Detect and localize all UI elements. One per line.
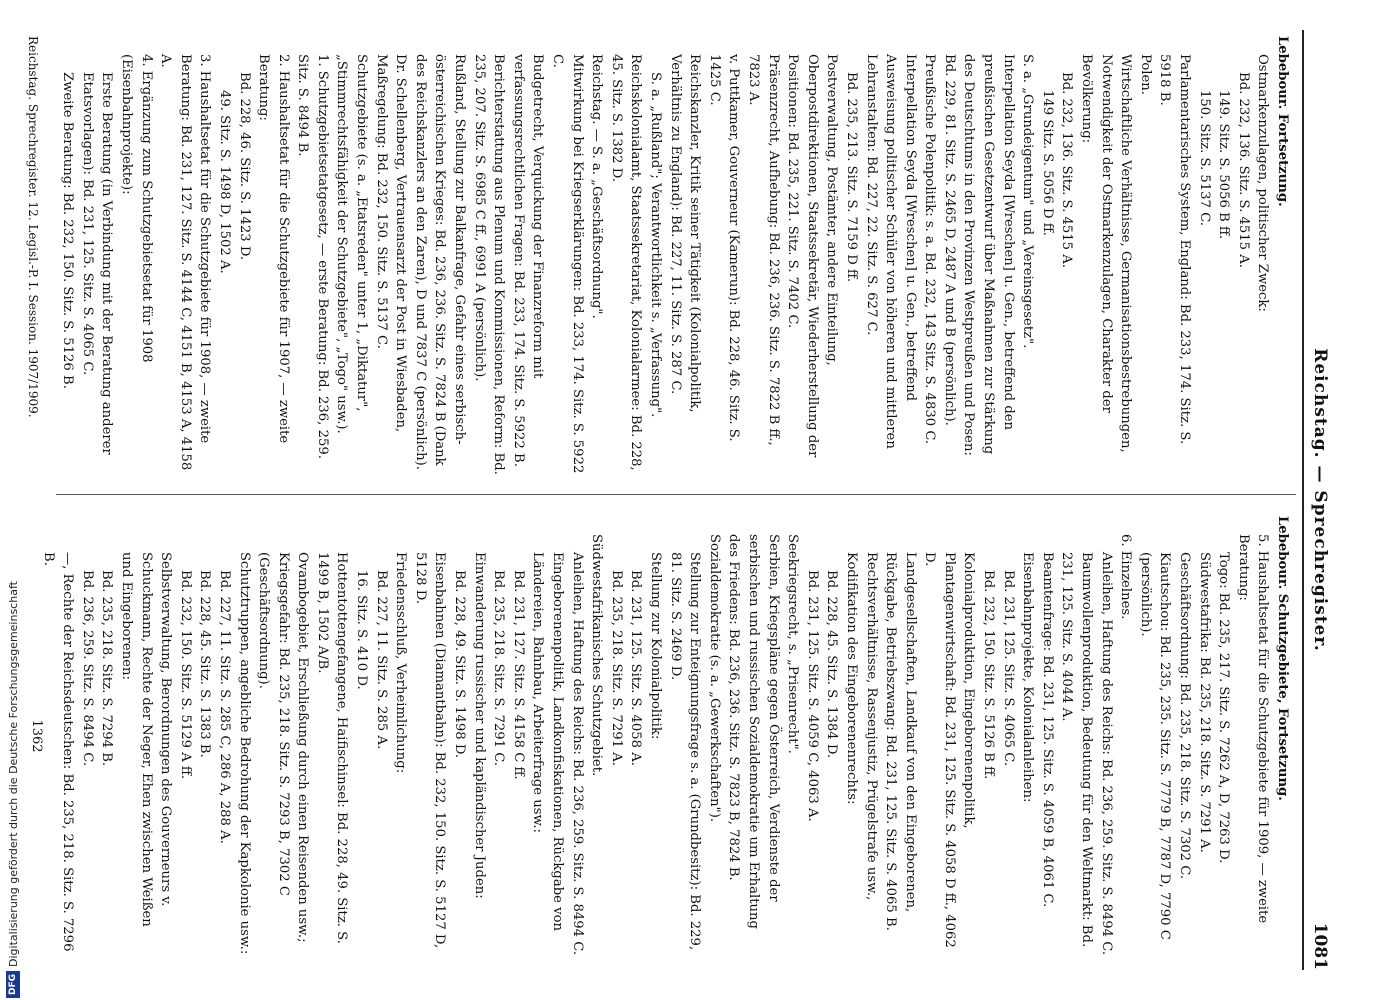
register-entry: Bd. 227, 11. Sitz. S. 285 A.: [373, 570, 389, 750]
register-entry: Erste Beratung (in Verbindung mit der Beratung anderer Etatsvorlagen): Bd. 231, 125. Sitz. S. 4065 C.: [79, 72, 115, 455]
register-entry: Stellung zur Kolonialpolitik:: [648, 552, 663, 740]
register-entry: S. a. „Rußland"; Verantwortlichkeit s. „Verfassung".: [648, 72, 663, 418]
register-entry: Einwanderung russischer und kapländischer Juden:: [471, 552, 487, 899]
register-entry: Sozialdemokratie (s. a. „Gewerkschaften").: [706, 534, 722, 823]
rotated-register-page: [0, 10, 1340, 990]
register-entry: v. Puttkamer, Gouverneur (Kamerun): Bd. 228, 46. Sitz. S. 1425 C.: [706, 54, 742, 442]
running-title: Reichstag. — Sprechregister.: [1310, 348, 1330, 652]
register-entry: 3. Haushaltsetat für die Schutzgebiete für 1908, — zweite Beratung: Bd. 231, 127. Sitz. S. 4144 C, 4151 B, 4153 A, 4158 A.: [158, 54, 213, 471]
register-entry: Bd. 235, 213. Sitz. S. 7159 D ff.: [843, 72, 859, 283]
register-entry: Bd. 232, 136. Sitz. S. 4515 A.: [1235, 72, 1251, 268]
register-entry: Bd. 228, 45. Sitz. S. 1383 B.: [197, 570, 213, 758]
register-entry: Serbien, Kriegspläne gegen Österreich, Verdienste der serbischen und russischen Sozialdemokratie um Erhaltung des Friedens: Bd. 236, 236. Sitz. S. 7823 B, 7824 B.: [726, 534, 781, 929]
register-entry: Reichstag. — S. a. „Geschäftsordnung".: [589, 54, 605, 319]
register-entry: Bd. 227, 11. Sitz. S. 285 C, 286 A, 288 A.: [216, 570, 232, 844]
register-entry: Beamtenfrage: Bd. 231, 125. Sitz. S. 4059 B, 4061 C.: [1039, 552, 1055, 908]
register-entry: Lebebour. Fortsetzung.: [1275, 36, 1290, 207]
footer-page-number: 1362: [29, 719, 44, 753]
footer-source: Reichstag. Sprechregister. 12. Legisl.-P. I. Session. 1907/1909.: [26, 36, 40, 418]
register-entry: Baumwollenproduktion, Bedeutung für den Weltmarkt: Bd. 231, 125. Sitz. S. 4044 A.: [1059, 552, 1095, 948]
register-entry: 6. Einzelnes.: [1118, 534, 1134, 620]
register-entry: Bd. 228, 46. Sitz. S. 1423 D.: [236, 72, 252, 261]
register-entry: S. a. „Grundeigentum" und „Vereinsgesetz".: [1020, 54, 1036, 349]
register-entry: Bd. 235, 218. Sitz. S. 7294 B.: [99, 570, 115, 767]
register-entry: Reichskanzler, Kritik seiner Tätigkeit (Kolonialpolitik, Verhältnis zu England): Bd. 227, 11. Sitz. S. 287 C.: [667, 54, 703, 413]
credit-text: Digitalisierung gefördert durch die Deutsche Forschungsgemeinschaft: [6, 581, 20, 967]
register-entry: Bd. 235, 218. Sitz. S. 7291 A.: [608, 570, 624, 766]
left-column: [58, 36, 1292, 476]
register-entry: 149. Sitz. S. 5056 B ff.: [1216, 90, 1232, 240]
register-entry: Anleihen, Haftung des Reichs: Bd. 236, 259. Sitz. S. 8494 C.: [1098, 552, 1114, 956]
register-entry: Parlamentarisches System, England: Bd. 233, 174. Sitz. S. 5918 B.: [1157, 54, 1193, 445]
register-entry: Friedensschluß, Verheimlichung:: [393, 552, 409, 774]
register-entry: 16. Sitz. S. 410 D.: [354, 570, 370, 690]
page-header: [1302, 30, 1334, 970]
register-entry: Togo: Bd. 235, 217. Sitz. S. 7262 A, D, 7263 D.: [1216, 552, 1232, 864]
register-entry: Bd. 231, 127. Sitz. S. 4158 C ff.: [510, 570, 526, 780]
column-divider: [56, 494, 1296, 495]
register-entry: Ovambogebiet, Erschließung durch einen Reisenden usw.; Kriegsgefahr: Bd. 235, 218. Sitz. S. 7293 B, 7302 C (Geschäftsordnung).: [256, 552, 311, 943]
register-entry: Mitwirkung bei Kriegserklärungen: Bd. 233, 174. Sitz. S. 5922 C.: [550, 54, 585, 474]
register-entry: Schutzgebiete (s. a. „Etatsreden" unter 1, „Diktatur", „Stimmrechtsfähigkeit der Schutzgebiete", „Togo" usw.).: [334, 54, 370, 434]
register-entry: Bd. 235, 218. Sitz. S. 7291 C.: [491, 570, 507, 767]
register-entry: Wirtschaftliche Verhältnisse, Germanisationsbestrebungen, Notwendigkeit der Ostmarkenzulagen, Charakter der Bevölkerung:: [1079, 54, 1134, 453]
register-entry: Bd. 236, 259. Sitz. S. 8494 C.: [79, 570, 95, 767]
register-entry: Eisenbahnprojekte, Kolonialanleihen:: [1020, 552, 1036, 803]
register-entry: Südwestafrikanisches Schutzgebiet.: [589, 534, 605, 777]
register-entry: Bd. 231, 125. Sitz. S. 4059 C, 4063 A.: [804, 570, 820, 822]
register-entry: Polen.: [1137, 54, 1153, 95]
register-entry: Seekriegsrecht, s. „Prisenrecht".: [785, 534, 801, 754]
register-entry: 1. Schutzgebietsetatgesetz, — erste Beratung: Bd. 236, 259. Sitz. S. 8494 B.: [295, 54, 330, 459]
register-entry: Budgetrecht, Verquickung der Finanzreform mit verfassungsrechtlichen Fragen: Bd. 233, 174. Sitz. S. 5922 B.: [510, 54, 546, 467]
dfg-logo: DFG: [6, 971, 20, 998]
register-entry: Bd. 231, 125. Sitz. S. 4065 C.: [1000, 570, 1016, 767]
register-entry: Zweite Beratung: Bd. 232, 150. Sitz. S. 5126 B.: [60, 72, 76, 389]
register-entry: Bd. 228, 49. Sitz. S. 1498 D.: [452, 570, 468, 759]
register-entry: 149 Sitz. S. 5056 D ff.: [1039, 90, 1055, 236]
register-entry: Stellung zur Enteignungsfrage s. a. (Grundbesitz): Bd. 229, 81. Sitz. S. 2469 D.: [667, 552, 703, 951]
register-entry: Landgesellschaften, Landkauf von den Eingeborenen, Rückgabe, Betriebszwang: Bd. 231, 125. Sitz. S. 4065 B.: [883, 552, 918, 931]
register-entry: Ostmarkenzulagen, politischer Zweck:: [1255, 54, 1271, 312]
register-entry: Präsenzrecht, Aufhebung: Bd. 236, 236. Sitz. S. 7822 B ff., 7823 A.: [745, 54, 781, 446]
register-entry: Preußische Polenpolitik: s. a. Bd. 232, 143 Sitz. S. 4830 C.: [922, 54, 938, 445]
right-column: [38, 516, 1292, 956]
register-entry: 2. Haushaltsetat für die Schutzgebiete für 1907, — zweite Beratung:: [256, 54, 291, 444]
register-entry: Bd. 232, 150. Sitz. S. 5126 B ff.: [981, 570, 997, 780]
register-entry: Schutztruppen, angebliche Bedrohung der Kapkolonie usw.:: [236, 552, 252, 955]
register-entry: Anleihen, Haftung des Reichs: Bd. 236, 259. Sitz. S. 8494 C.: [569, 552, 585, 956]
register-entry: Dr. Schellenberg, Vertrauensarzt der Post in Wiesbaden, Maßregelung: Bd. 232, 150. Sitz. S. 5137 C.: [373, 54, 409, 433]
register-entry: 49. Sitz. S. 1498 D, 1502 A.: [216, 90, 232, 274]
register-entry: Rechtsverhältnisse, Rassenjustiz, Prügelstrafe usw., Kodifikation des Eingeborenenrechts:: [843, 552, 879, 901]
register-entry: Rußland, Stellung zur Balkanfrage, Gefahr eines serbisch-österreichischen Krieges: Bd. 236, 236. Sitz. S. 7824 B (Dank des Reichskanzlers an den Zaren), D und 7837 C (persönlich).: [412, 54, 468, 470]
register-entry: Bd. 232, 136. Sitz. S. 4515 A.: [1059, 72, 1075, 268]
register-entry: —, Rechte der Reichsdeutschen: Bd. 235, 218. Sitz. S. 7296 B.: [40, 552, 76, 952]
register-entry: Interpellation Seyda [Wreschen] u. Gen., betreffend den preußischen Gesetzentwurf über Maßnahmen zur Stärkung des Deutschtums in den Provinzen Westpreußen und Posen: Bd. 229, 81. Sitz. S. 2465 D, 2487 A und B (persönlich).: [941, 54, 1016, 456]
register-entry: Südwestafrika: Bd. 235, 218. Sitz. S. 7291 A.: [1196, 552, 1212, 853]
register-entry: Bd. 232, 150. Sitz. S. 5129 A ff.: [177, 570, 193, 780]
register-entry: Bd. 231, 125. Sitz. S. 4058 A.: [628, 570, 644, 766]
page-number: 1081: [1310, 922, 1330, 970]
register-entry: 150. Sitz. S. 5137 C.: [1196, 90, 1212, 226]
register-entry: Geschäftsordnung: Bd. 235, 218. Sitz. S. 7302 C.: [1177, 552, 1193, 880]
register-entry: 4. Ergänzung zum Schutzgebietsetat für 1908 (Eisenbahnprojekte):: [118, 54, 154, 363]
register-entry: Selbstverwaltung, Berordnungen des Gouverneurs v. Schuckmann, Rechte der Neger, Ehen zwischen Weißen und Eingeborenen:: [118, 552, 174, 927]
register-entry: Eingeborenenpolitik, Landkonfiskationen, Rückgabe von Ländereien, Bahnbau, Arbeiterfrage usw.:: [530, 552, 566, 932]
register-entry: Kolonialproduktion, Eingeborenenpolitik, Plantagenwirtschaft: Bd. 231, 125. Sitz. S. 4058 D ff., 4062 D.: [922, 552, 977, 948]
register-entry: 5. Haushaltsetat für die Schutzgebiete für 1909, — zweite Beratung:: [1235, 534, 1271, 924]
digitization-credit: [6, 581, 20, 998]
register-entry: Kiautschou: Bd. 235, 235. Sitz. S. 7779 B, 7787 D, 7790 C (persönlich).: [1137, 552, 1173, 940]
register-entry: Postverwaltung, Postämter, andere Einteilung, Oberpostdirektionen, Staatssekretär, Wiederherstellung der Positionen: Bd. 235, 221. Sitz. S. 7402 C.: [785, 54, 840, 458]
register-entry: Bd. 228, 45. Sitz. S. 1384 D.: [824, 570, 840, 759]
register-entry: Lebebour. Schutzgebiete, Fortsetzung.: [1275, 516, 1290, 801]
register-entry: Berichterstattung aus Plenum und Kommissionen, Reform: Bd. 235, 207. Sitz. S. 6985 C ff., 6991 A (persönlich).: [471, 54, 507, 475]
register-entry: Eisenbahnen (Diamantbahn): Bd. 232, 150. Sitz. S. 5127 D, 5128 D.: [412, 552, 448, 949]
register-entry: Interpellation Seyda [Wreschen] u. Gen., betreffend Ausweisung politischer Schüler von höheren und mittleren Lehranstalten: Bd. 227, 22. Sitz. S. 627 C.: [863, 54, 918, 449]
register-entry: Reichskolonialamt, Staatssekretariat, Kolonialarmee: Bd. 228, 45. Sitz. S. 1382 D.: [608, 54, 644, 471]
register-entry: Hottentottengefangene, Haifischinsel: Bd. 228, 49. Sitz. S. 1499 B, 1502 A/B.: [314, 552, 350, 944]
